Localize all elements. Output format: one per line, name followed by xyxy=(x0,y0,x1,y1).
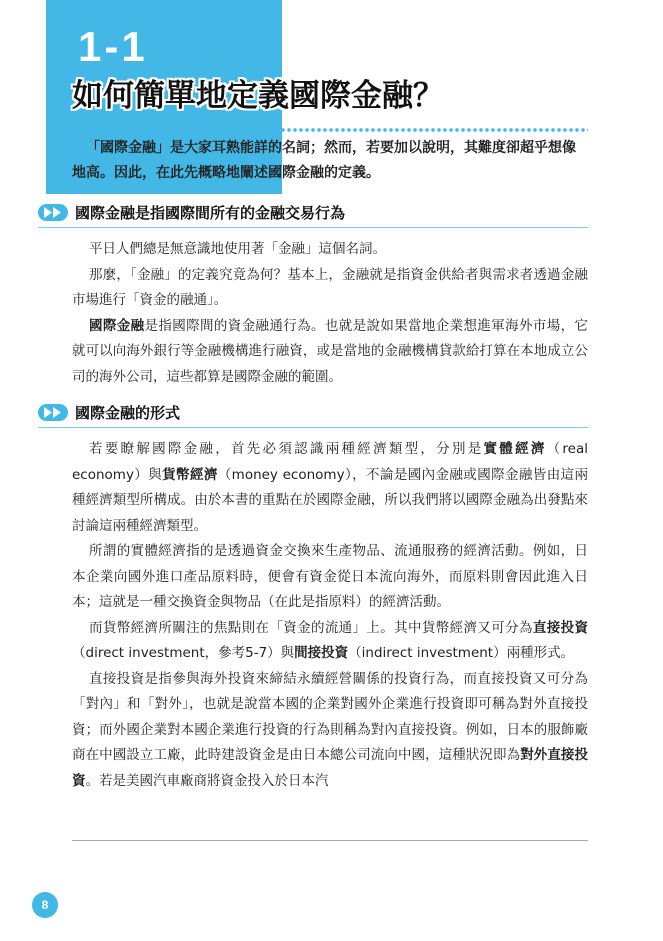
bold-term: 間接投資 xyxy=(294,645,349,661)
text-segment: 。若是美國汽車廠商將資金投入於日本汽 xyxy=(85,772,329,789)
bold-term: 實體經濟 xyxy=(483,441,547,457)
section-heading xyxy=(38,203,588,228)
page-number: 8 xyxy=(32,892,58,918)
double-arrow-icon xyxy=(38,204,68,221)
bold-term: 直接投資 xyxy=(532,619,589,636)
paragraph xyxy=(72,616,588,667)
text-segment: 平日人們總是無意識地使用著「金融」這個名詞。 xyxy=(89,241,386,257)
section-body xyxy=(72,237,588,390)
dotted-divider xyxy=(46,127,588,133)
bold-term: 國際金融 xyxy=(89,317,145,334)
section-body xyxy=(72,437,588,794)
paragraph xyxy=(72,667,588,795)
bold-term: 貨幣經濟 xyxy=(162,466,218,483)
footer-divider xyxy=(72,840,588,841)
section-title: 國際金融的形式 xyxy=(75,404,181,422)
bold-term: 對外直接投資 xyxy=(72,747,589,789)
section-heading xyxy=(38,403,588,428)
text-segment: 是指國際間的資金融通行為。也就是說如果當地企業想進軍海外市場，它就可以向海外銀行等金融機構進行融資，或是當地的金融機構貸款給打算在本地成立公司的海外公司，這些都算是國際金融的範圍。 xyxy=(72,317,589,385)
paragraph xyxy=(72,237,588,263)
text-segment: 直接投資是指參與海外投資來締結永續經營關係的投資行為，而直接投資又可分為「對內」和「對外」，也就是說當本國的企業對國外企業進行投資即可稱為對外直接投資；而外國企業對本國企業進行投資的行為則稱為對內直接投資。例如，日本的服飾廠商在中國設立工廠，此時建設資金是由日本總公司流向中國，這種狀況即為 xyxy=(72,670,588,763)
text-segment: 所謂的實體經濟指的是透過資金交換來生產物品、流通服務的經濟活動。例如，日本企業向國外進口產品原料時，便會有資金從日本流向海外，而原料則會因此進入日本；這就是一種交換資金與物品（在此是指原料）的經濟活動。 xyxy=(72,543,588,610)
text-segment: （money economy），不論是國內金融或國際金融皆由這兩種經濟類型所構成。由於本書的重點在於國際金融，所以我們將以國際金融為出發點來討論這兩種經濟類型。 xyxy=(72,466,589,534)
text-segment: 而貨幣經濟所關注的焦點則在「資金的流通」上。其中貨幣經濟又可分為 xyxy=(89,619,533,636)
text-segment: （real economy）與 xyxy=(72,441,589,483)
chapter-title: 如何簡單地定義國際金融？ xyxy=(72,78,444,114)
text-segment: （indirect investment）兩種形式。 xyxy=(348,645,575,661)
double-arrow-icon xyxy=(38,404,68,421)
paragraph xyxy=(72,314,588,391)
text-segment: 若要瞭解國際金融，首先必須認識兩種經濟類型，分別是 xyxy=(89,441,484,457)
chapter-intro: 「國際金融」是大家耳熟能詳的名詞；然而，若要加以說明，其難度卻超乎想像地高。因此，在此先概略地闡述國際金融的定義。 xyxy=(72,140,576,181)
paragraph xyxy=(72,437,588,539)
section-title: 國際金融是指國際間所有的金融交易行為 xyxy=(75,204,346,222)
chapter-number: 1-1 xyxy=(78,23,148,70)
text-segment: （direct investment，參考5-7）與 xyxy=(72,645,295,661)
paragraph xyxy=(72,539,588,616)
text-segment: 那麼，「金融」的定義究竟為何？基本上，金融就是指資金供給者與需求者透過金融市場進行「資金的融通」。 xyxy=(72,266,588,308)
paragraph xyxy=(72,263,588,314)
